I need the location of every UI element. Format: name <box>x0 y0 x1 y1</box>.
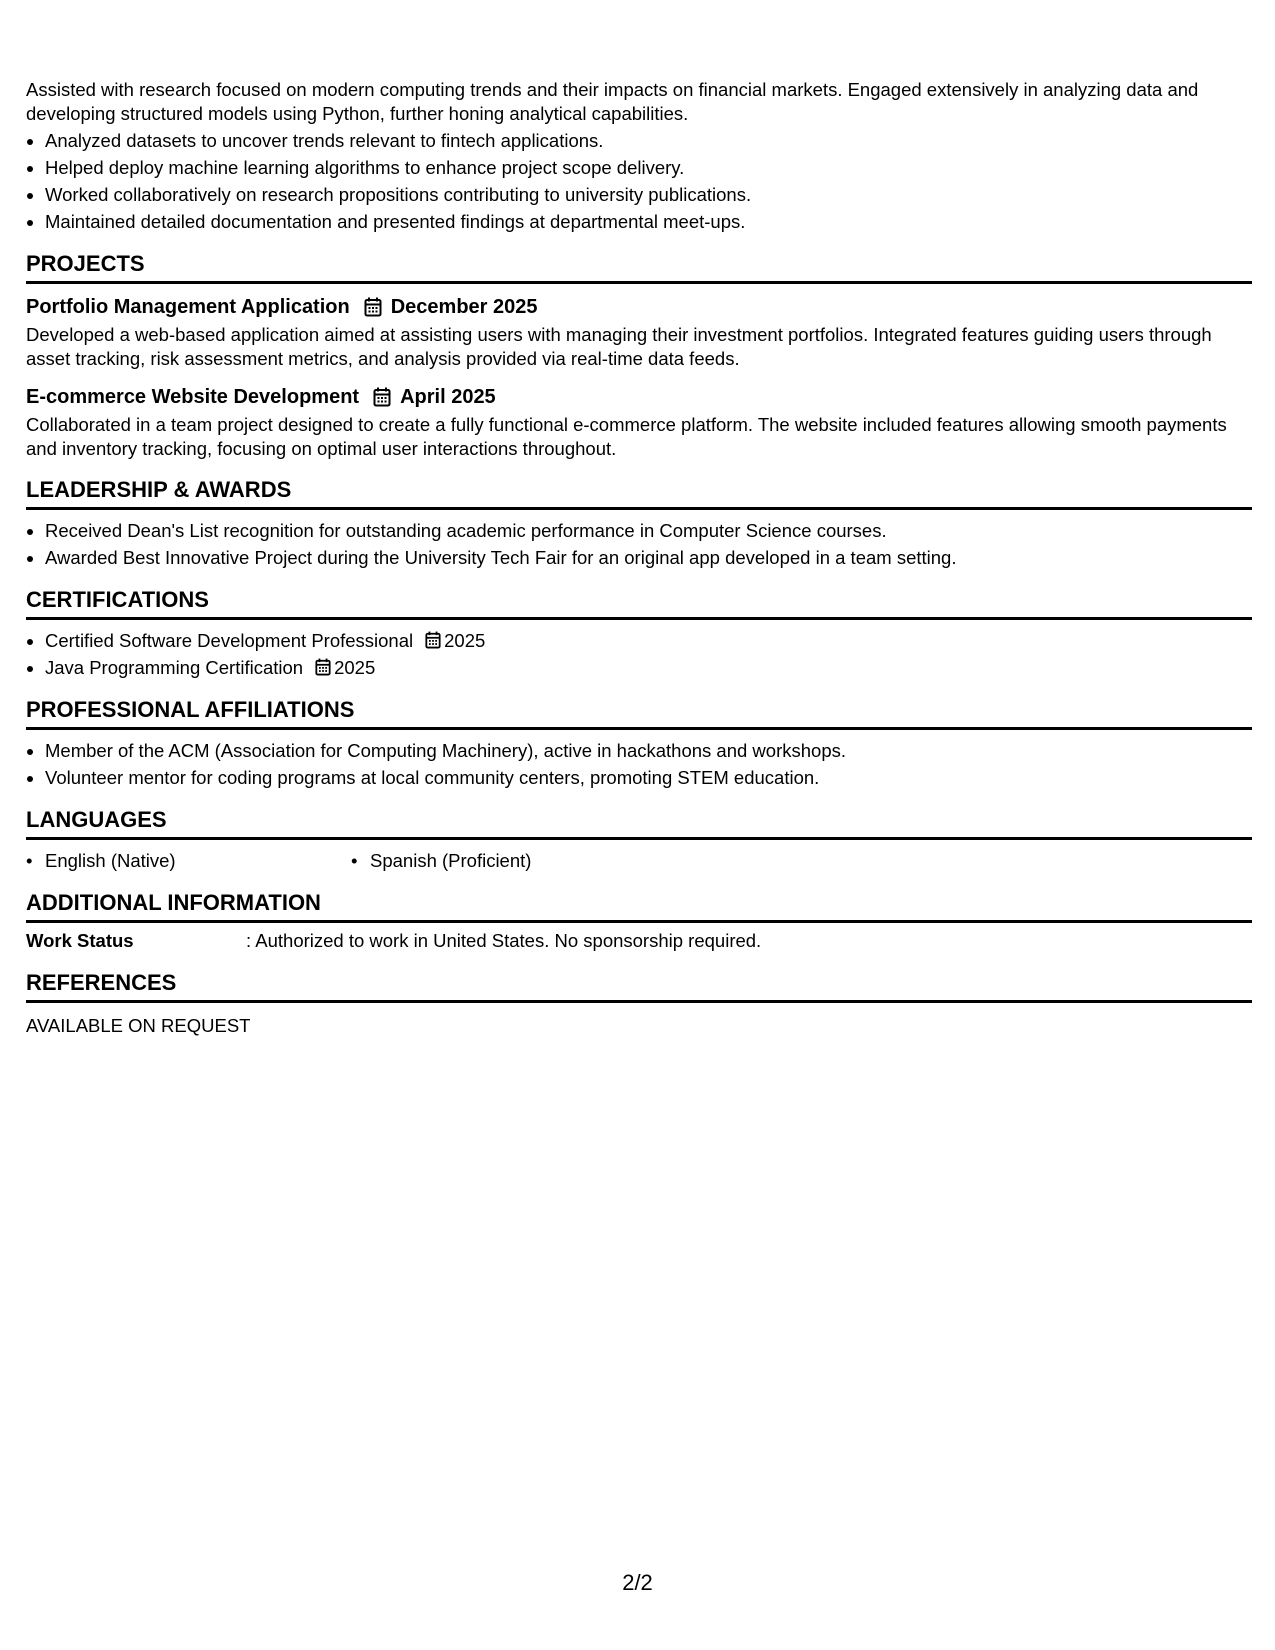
section-title: LEADERSHIP & AWARDS <box>26 475 1252 510</box>
certification-item <box>45 654 1252 681</box>
project-date: April 2025 <box>400 386 496 408</box>
project-header <box>26 293 1252 321</box>
work-status-label: Work Status <box>26 930 134 951</box>
references-section <box>26 968 1252 1039</box>
list-item: • Received Dean's List recognition for outstanding academic performance in Computer Science courses. <box>45 517 1252 544</box>
certification-name: Java Programming Certification <box>45 657 304 678</box>
certification-year: 2025 <box>334 657 376 678</box>
list-item: • Awarded Best Innovative Project during the University Tech Fair for an original app developed in a team setting. <box>45 544 1252 571</box>
section-title: PROJECTS <box>26 249 1252 284</box>
list-item: • Worked collaboratively on research propositions contributing to university publications. <box>45 181 1252 208</box>
list-item: • Helped deploy machine learning algorithms to enhance project scope delivery. <box>45 154 1252 181</box>
project-date: December 2025 <box>390 296 538 318</box>
list-item: • Member of the ACM (Association for Computing Machinery), active in hackathons and workshops. <box>45 737 1252 764</box>
list-item: • Maintained detailed documentation and presented findings at departmental meet-ups. <box>45 208 1252 235</box>
certification-year: 2025 <box>444 630 486 651</box>
project-header <box>26 383 1252 411</box>
certification-name: Certified Software Development Professional <box>45 630 414 651</box>
affiliations-list <box>26 737 1252 791</box>
work-status-row <box>26 927 1252 954</box>
work-status-value: : Authorized to work in United States. No sponsorship required. <box>246 930 762 951</box>
additional-info-section <box>26 888 1252 954</box>
project-description: Developed a web-based application aimed at assisting users with managing their investment portfolios. Integrated features guiding users through asset tracking, risk assessment metrics, and analysis provided via real-time data feeds. <box>26 324 1212 369</box>
section-title: REFERENCES <box>26 968 1252 1003</box>
list-item: • Analyzed datasets to uncover trends relevant to fintech applications. <box>45 127 1252 154</box>
calendar-icon <box>364 297 382 317</box>
calendar-icon <box>315 658 331 676</box>
section-title: LANGUAGES <box>26 805 1252 840</box>
project-name: Portfolio Management Application <box>26 296 350 318</box>
projects-section <box>26 249 1252 461</box>
certification-item <box>45 627 1252 654</box>
resume-page <box>26 78 1252 1039</box>
leadership-list <box>26 517 1252 571</box>
project-name: E-commerce Website Development <box>26 386 360 408</box>
intro-paragraph: Assisted with research focused on modern computing trends and their impacts on financial markets. Engaged extensively in analyzing data and developing structured models using Python, further honing analytical capabilities. <box>26 79 1199 124</box>
page-number: 2/2 <box>622 1570 653 1595</box>
calendar-icon <box>425 631 441 649</box>
certifications-list <box>26 627 1252 681</box>
section-title: PROFESSIONAL AFFILIATIONS <box>26 695 1252 730</box>
leadership-section <box>26 475 1252 571</box>
language-item: • English (Native) <box>26 847 351 874</box>
languages-list <box>26 847 1252 874</box>
certifications-section <box>26 585 1252 681</box>
list-item: • Volunteer mentor for coding programs at local community centers, promoting STEM education. <box>45 764 1252 791</box>
section-title: CERTIFICATIONS <box>26 585 1252 620</box>
languages-section <box>26 805 1252 874</box>
project-description: Collaborated in a team project designed to create a fully functional e-commerce platform. The website included features allowing smooth payments and inventory tracking, focusing on optimal user interactions throughout. <box>26 414 1227 459</box>
calendar-icon <box>373 387 391 407</box>
section-title: ADDITIONAL INFORMATION <box>26 888 1252 923</box>
language-item: • Spanish (Proficient) <box>351 847 676 874</box>
intro-bullets <box>26 127 1252 235</box>
references-text: AVAILABLE ON REQUEST <box>26 1015 251 1036</box>
affiliations-section <box>26 695 1252 791</box>
